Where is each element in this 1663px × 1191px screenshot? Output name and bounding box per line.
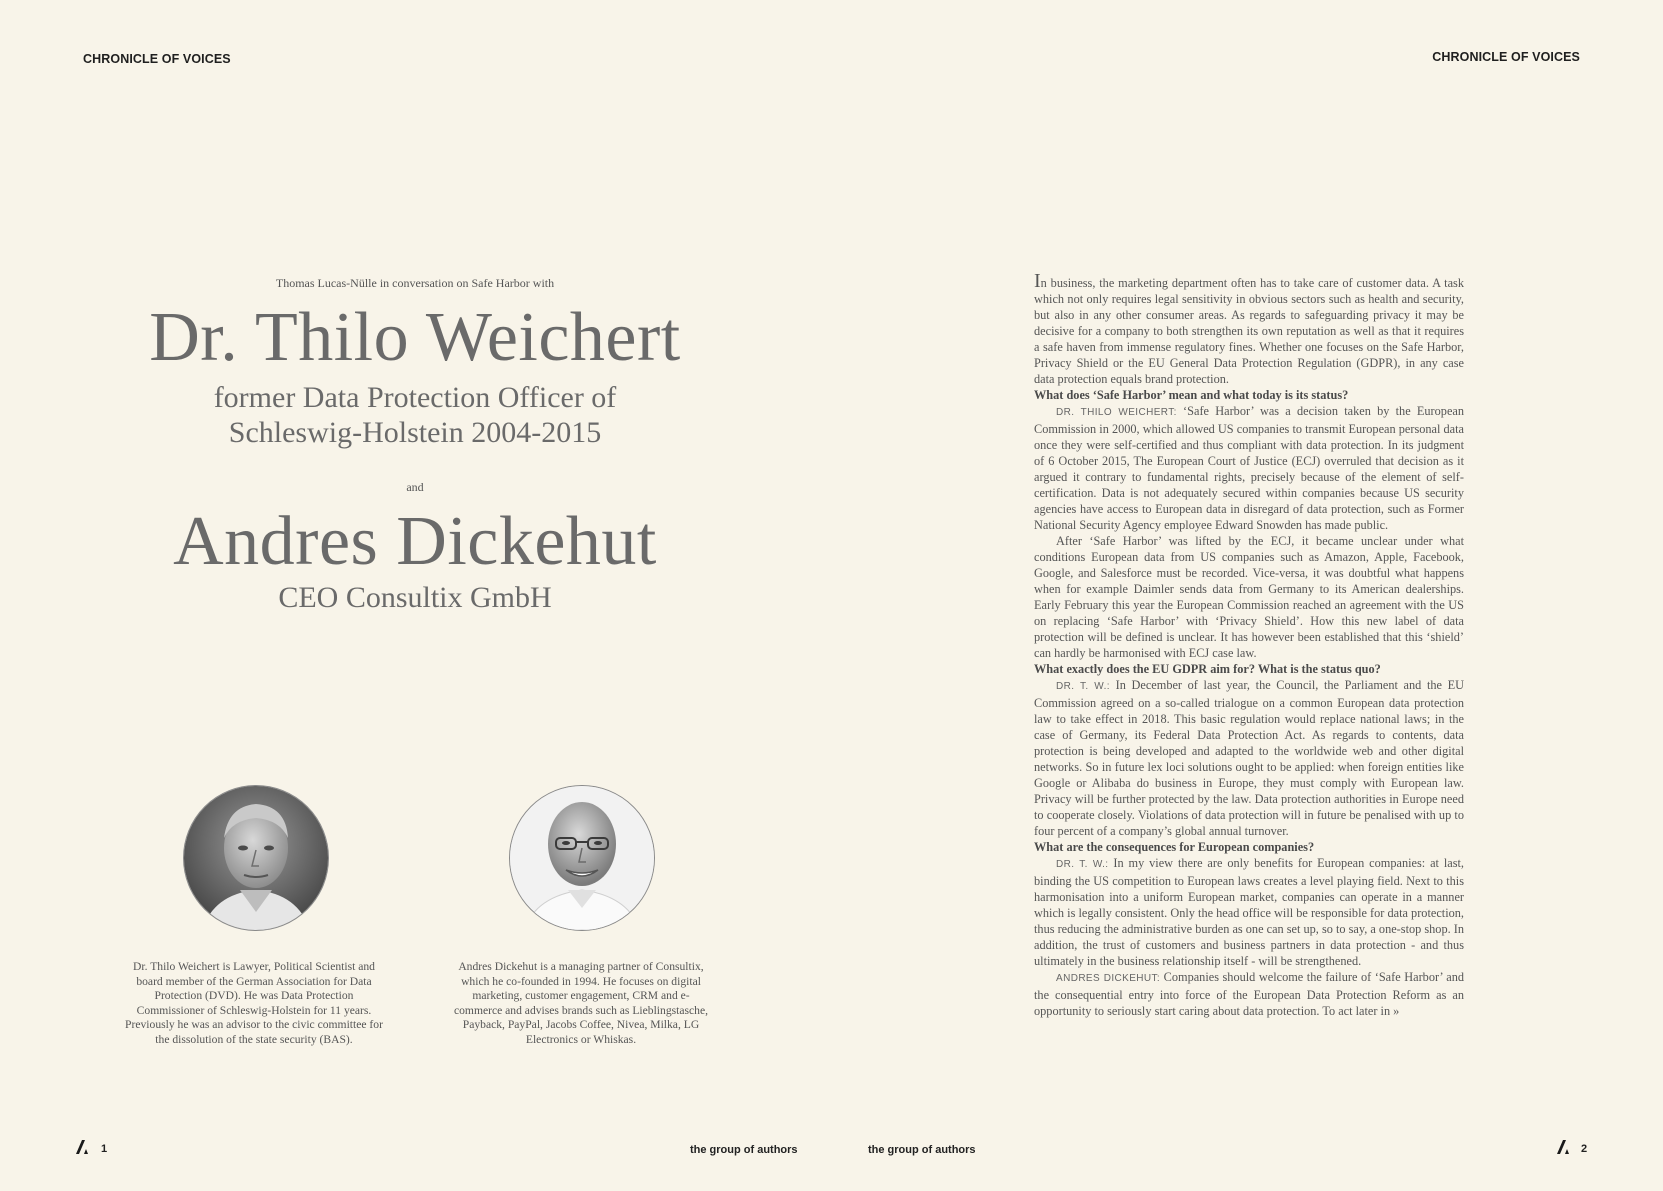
bio-thilo-weichert: Dr. Thilo Weichert is Lawyer, Political Scientist and board member of the German Association for Data Protection (DVD). He was Data Protection Commissioner of Schleswig-Holstein for 11 years. Previously he was an advisor to the civic committee for the dissolution of the state security (BAS). — [125, 960, 383, 1046]
intro-line: Thomas Lucas-Nülle in conversation on Safe Harbor with — [275, 276, 555, 290]
speaker-label: DR. THILO WEICHERT: — [1056, 407, 1177, 418]
speaker-label: ANDRES DICKEHUT: — [1056, 973, 1161, 984]
person2-name: Andres Dickehut — [173, 503, 657, 580]
drop-cap: I — [1034, 270, 1041, 292]
person2-role: CEO Consultix GmbH — [278, 581, 552, 614]
article-lead-paragraph — [1034, 270, 1464, 387]
answer-text: In December of last year, the Council, the Parliament and the EU Commission agreed on a so-called trialogue on a common European data protection law to take effect in 2018. This basic regulation would replace national laws; in the case of Germany, its Federal Data Protection Act. As regards to contents, data protection is being developed and adapted to the worldwide web and other digital networks. So in future lex loci solutions ought to be applied: when foreign entities like Google or Alibaba do business in Europe, they must comply with European law. Privacy will be further protected by the law. Data protection authorities in Europe need to cooperate closely. Violations of data protection will in future be penalised with up to four percent of a company’s global annual turnover. — [1034, 678, 1464, 838]
answer-1 — [1034, 403, 1464, 533]
speaker-label: DR. T. W.: — [1056, 681, 1110, 692]
question-2: What exactly does the EU GDPR aim for? What is the status quo? — [1034, 662, 1381, 676]
question-3: What are the consequences for European companies? — [1034, 840, 1315, 854]
answer-4 — [1034, 969, 1464, 1019]
portrait-photo-1 — [184, 786, 328, 930]
speaker-label: DR. T. W.: — [1056, 859, 1109, 870]
portrait-andres-dickehut — [509, 785, 655, 931]
answer-1-continued: After ‘Safe Harbor’ was lifted by the ECJ, it became unclear under what conditions European data from US companies such as Amazon, Apple, Facebook, Google, and Salesforce must be recorded. Vice-versa, it was doubtful what happens when for example Daimler sends data from Germany to its American dealerships. Early February this year the European Commission reached an agreement with the US on replacing ‘Safe Harbor’ with ‘Privacy Shield’. How this new label of data protection will be defined is unclear. It has however been established that this ‘shield’ can hardly be harmonised with ECJ case law. — [1034, 534, 1464, 660]
portrait-thilo-weichert — [183, 785, 329, 931]
and-separator: and — [406, 480, 424, 494]
left-page — [0, 0, 830, 1191]
publisher-logo-icon — [1556, 1140, 1574, 1154]
running-head-left: CHRONICLE OF VOICES — [83, 52, 231, 66]
answer-2 — [1034, 677, 1464, 839]
answer-text: Companies should welcome the failure of ‘Safe Harbor’ and the consequential entry into force of the European Data Protection Reform as an opportunity to seriously start caring about data protection. To act later in » — [1034, 970, 1464, 1018]
lead-text: n business, the marketing department often has to take care of customer data. A task which not only requires legal sensitivity in obvious sectors such as health and security, but also in any other consumer areas. As regards to safeguarding privacy it may be decisive for a company to both strengthen its own reputation as well as that it requires a safe haven from immense regulatory fines. Whether one focuses on the Safe Harbor, Privacy Shield or the EU General Data Protection Regulation (GDPR), in any case data protection equals brand protection. — [1034, 276, 1464, 386]
page-number-left: 1 — [101, 1143, 108, 1155]
running-head-right: CHRONICLE OF VOICES — [1432, 50, 1580, 64]
answer-text: In my view there are only benefits for European companies: at last, binding the US competition to European laws creates a level playing field. Next to this harmonisation into a uniform European market, companies can operate in a manner which is legally consistent. Only the head office will be responsible for data protection, thus reducing the administrative burden as one can set up, so to say, a one-stop shop. In addition, the trust of customers and business partners in data protection - and thus ultimately in the business relationship itself - will be strengthened. — [1034, 856, 1465, 968]
bio-andres-dickehut: Andres Dickehut is a managing partner of Consultix, which he co-founded in 1994. He focuses on digital marketing, customer engagement, CRM and e-commerce and advises brands such as Lieblingstasche, Payback, PayPal, Jacobs Coffee, Nivea, Milka, LG Electronics or Whiskas. — [453, 960, 708, 1046]
answer-text: ‘Safe Harbor’ was a decision taken by the European Commission in 2000, which allowed US companies to transmit European personal data once they were self-certified and thus compliant with data protection. In its judgment of 6 October 2015, The European Court of Justice (ECJ) overruled that decision as it argued it contrary to fundamental rights, precisely because of the element of self-certification. Data is not adequately secured within companies because US security agencies have access to European data in disregard of data protection, such as Former National Security Agency employee Edward Snowden has made public. — [1034, 404, 1465, 532]
footer-group-left: the group of authors — [690, 1144, 798, 1156]
person1-name: Dr. Thilo Weichert — [149, 299, 681, 376]
answer-3 — [1034, 855, 1464, 969]
person1-role-line1: former Data Protection Officer of — [213, 381, 617, 414]
portrait-photo-2 — [510, 786, 654, 930]
question-1: What does ‘Safe Harbor’ mean and what today is its status? — [1034, 388, 1349, 402]
footer-group-right: the group of authors — [868, 1144, 976, 1156]
person1-role — [0, 380, 830, 450]
article-body — [1034, 270, 1465, 1019]
page-number-right: 2 — [1581, 1143, 1588, 1155]
publisher-logo-icon — [75, 1140, 93, 1154]
person1-role-line2: Schleswig-Holstein 2004-2015 — [228, 416, 602, 449]
